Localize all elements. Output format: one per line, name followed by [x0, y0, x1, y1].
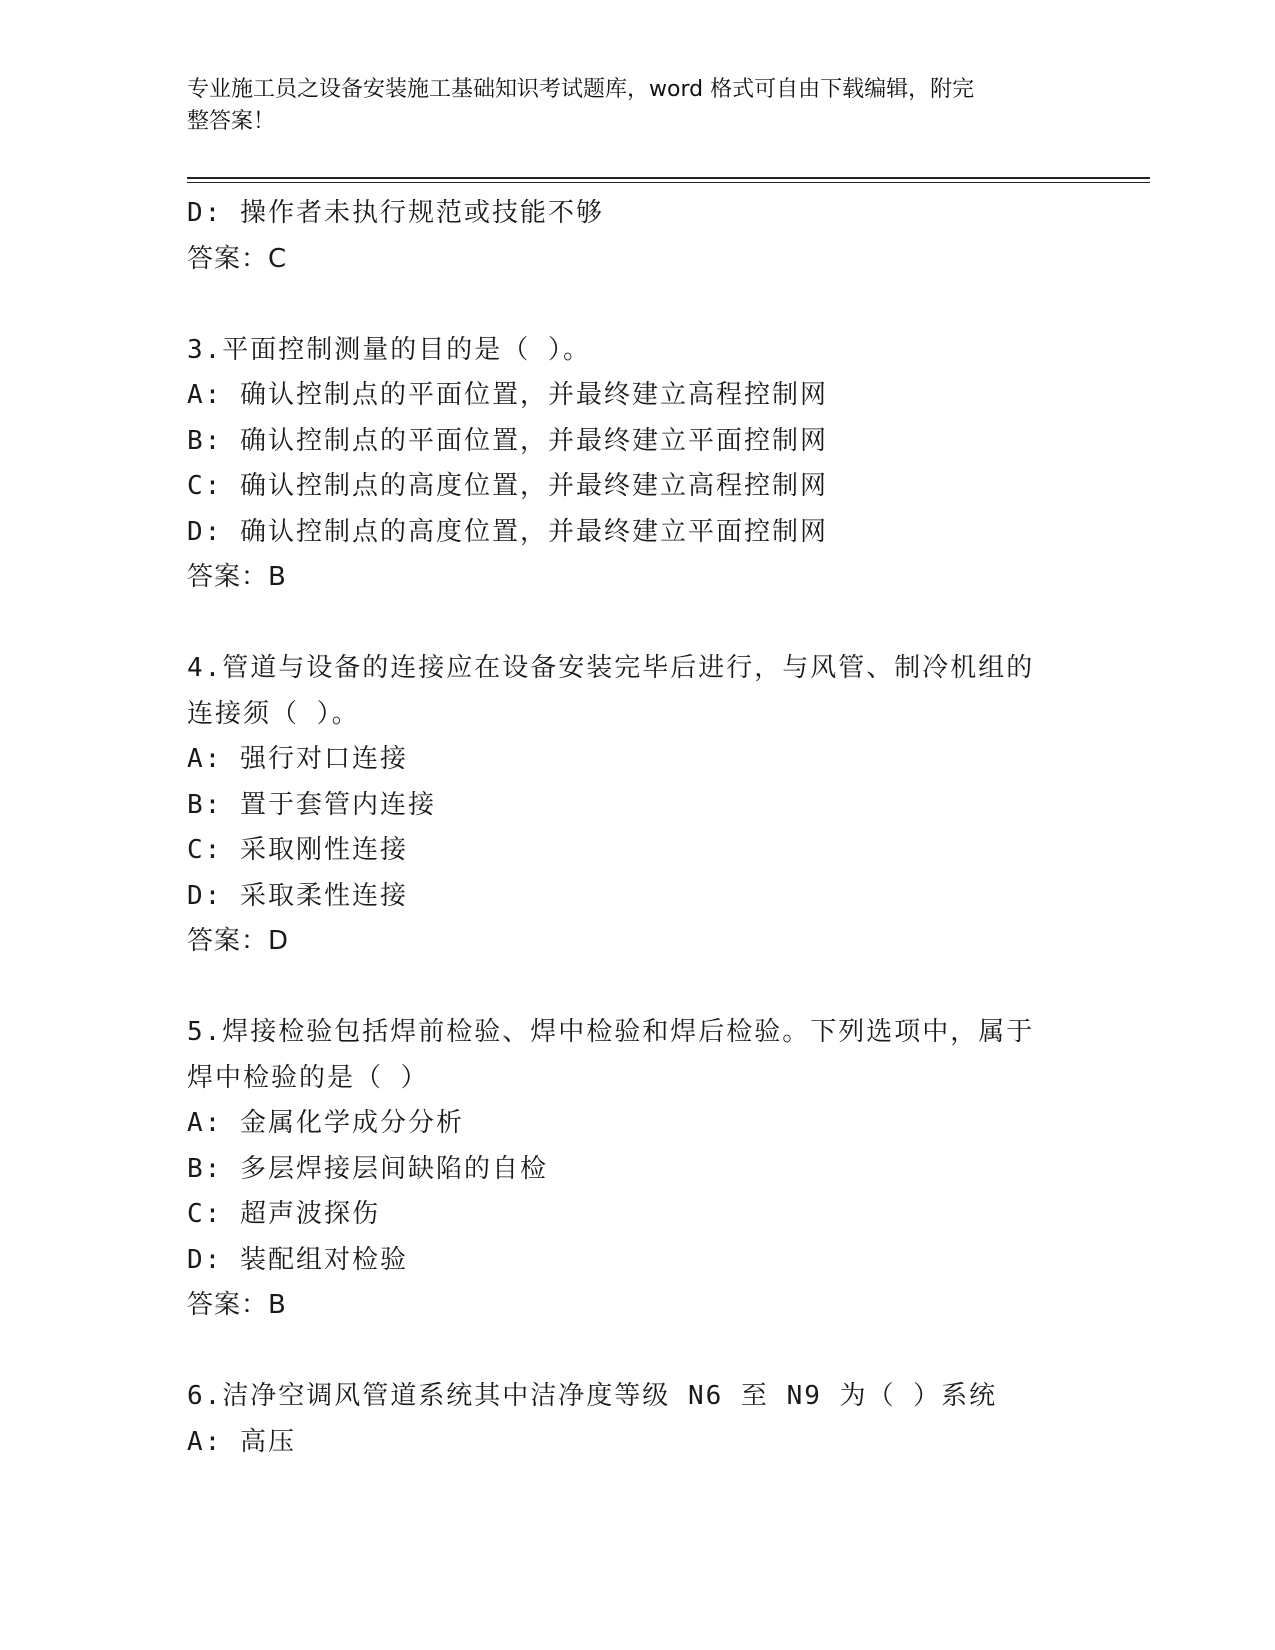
option-a: A: 金属化学成分分析 [187, 1108, 464, 1138]
answer: 答案：B [187, 1290, 287, 1320]
option-d: D: 采取柔性连接 [187, 880, 408, 911]
spacer [187, 965, 1087, 1011]
prev-option-d: D: 操作者未执行规范或技能不够 [187, 198, 604, 228]
answer: 答案：B [187, 562, 287, 592]
option-a: A: 高压 [187, 1426, 296, 1457]
option-d: D: 装配组对检验 [187, 1244, 408, 1275]
option-c: C: 采取刚性连接 [187, 835, 408, 865]
header-line-2: 整答案！ [187, 109, 276, 134]
option-c: C: 确认控制点的高度位置，并最终建立高程控制网 [187, 471, 828, 501]
question-stem-cont: 焊中检验的是（ ） [187, 1062, 429, 1093]
question-stem: 3.平面控制测量的目的是（ ）。 [187, 334, 591, 365]
question-stem: 6.洁净空调风管道系统其中洁净度等级 N6 至 N9 为（ ）系统 [187, 1381, 998, 1411]
spacer [187, 282, 1087, 328]
answer: 答案：D [187, 926, 290, 956]
header-rule-thick [187, 177, 1150, 179]
question-stem: 5.焊接检验包括焊前检验、焊中检验和焊后检验。下列选项中，属于 [187, 1017, 1035, 1047]
prev-answer: 答案：C [187, 243, 288, 274]
question-stem: 4.管道与设备的连接应在设备安装完毕后进行，与风管、制冷机组的 [187, 653, 1035, 683]
option-a: A: 确认控制点的平面位置，并最终建立高程控制网 [187, 380, 828, 410]
spacer [187, 1329, 1087, 1375]
header-line-1: 专业施工员之设备安装施工基础知识考试题库，word 格式可自由下载编辑，附完 [187, 77, 975, 102]
document-header [187, 74, 1067, 138]
question-stem-cont: 连接须（ ）。 [187, 698, 360, 729]
option-b: B: 确认控制点的平面位置，并最终建立平面控制网 [187, 425, 828, 456]
option-d: D: 确认控制点的高度位置，并最终建立平面控制网 [187, 516, 828, 547]
option-b: B: 多层焊接层间缺陷的自检 [187, 1153, 548, 1184]
option-c: C: 超声波探伤 [187, 1199, 380, 1229]
header-rule-thin [187, 182, 1150, 183]
option-a: A: 强行对口连接 [187, 744, 408, 774]
option-b: B: 置于套管内连接 [187, 789, 436, 820]
question-4 [187, 646, 1087, 965]
spacer [187, 601, 1087, 647]
question-3 [187, 328, 1087, 601]
question-5 [187, 1010, 1087, 1329]
document-body [187, 191, 1087, 1465]
question-6 [187, 1374, 1087, 1465]
